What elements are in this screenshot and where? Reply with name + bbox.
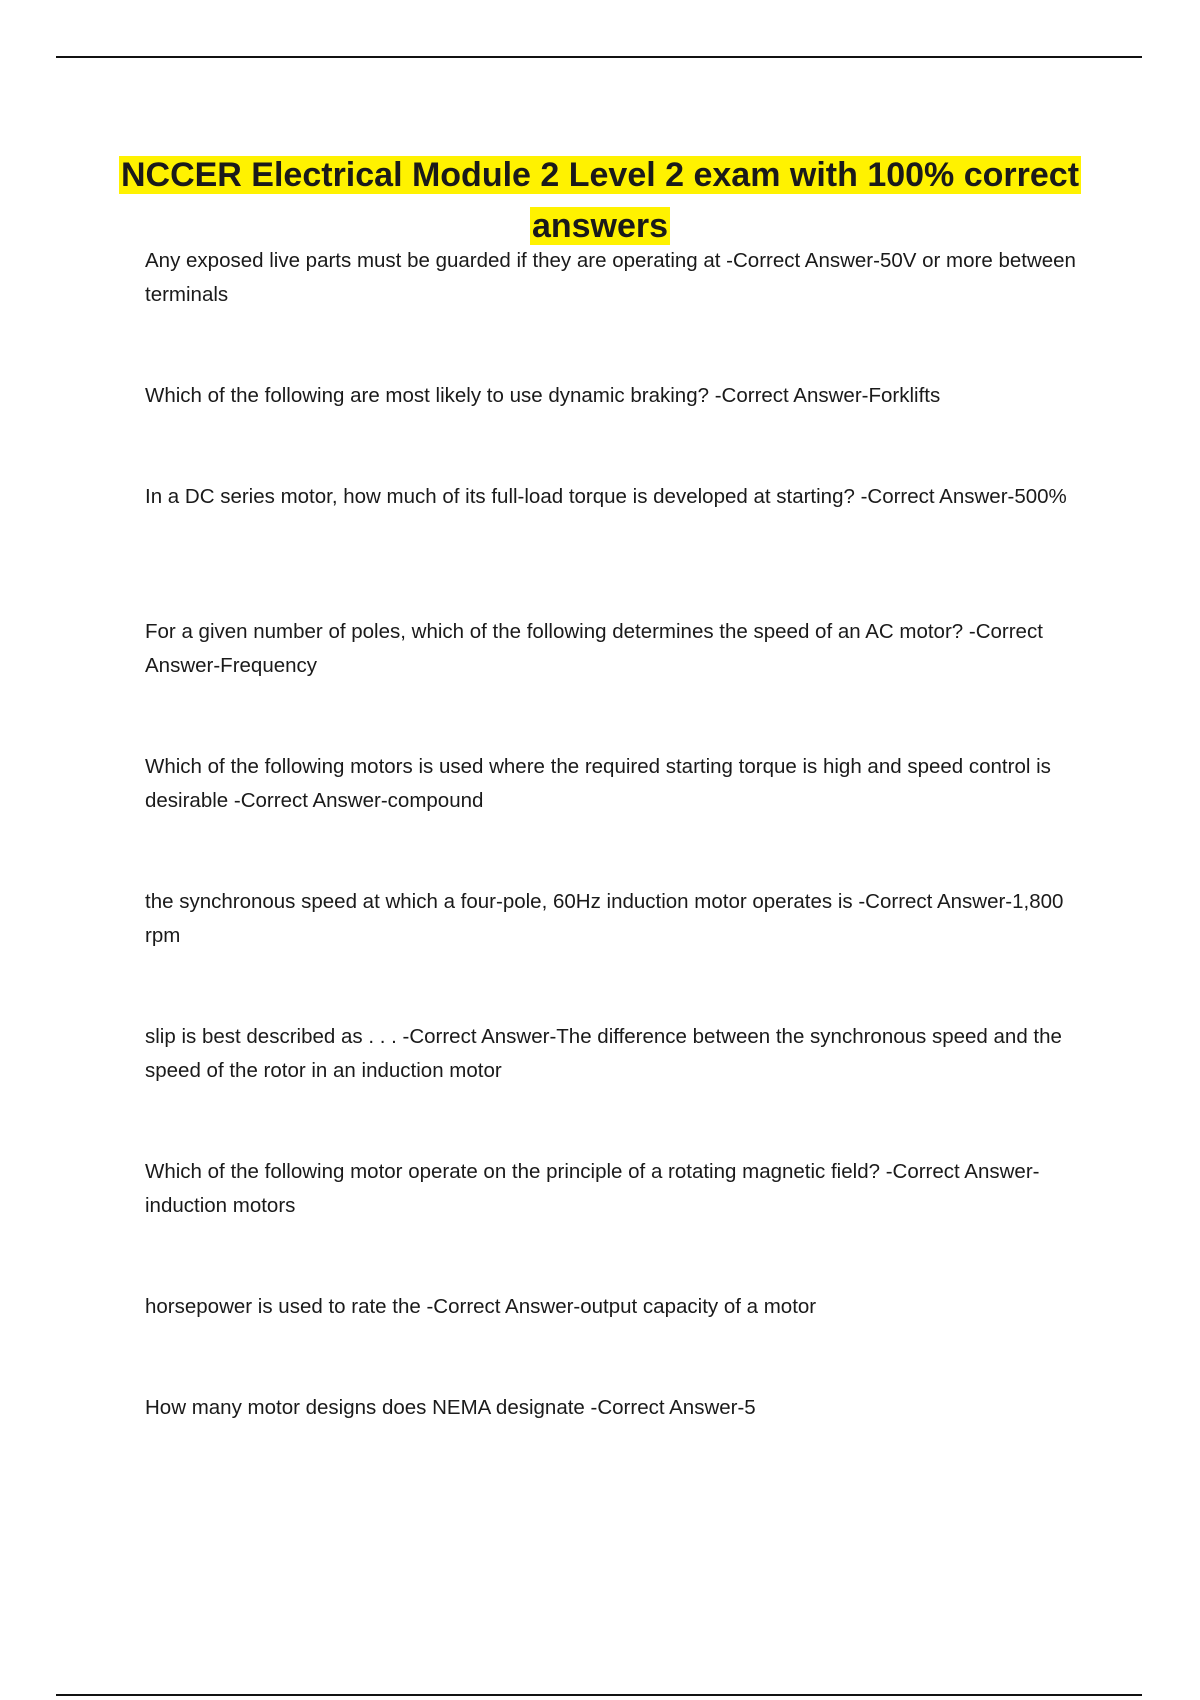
question-item: In a DC series motor, how much of its full-load torque is developed at starting? -Correct Answer-500%	[145, 485, 1067, 508]
bottom-rule	[56, 1694, 1142, 1696]
question-item: Any exposed live parts must be guarded if they are operating at -Correct Answer-50V or more between terminals	[145, 249, 1076, 306]
question-item: Which of the following are most likely to use dynamic braking? -Correct Answer-Forklifts	[145, 384, 941, 407]
question-item: slip is best described as . . . -Correct Answer-The difference between the synchronous speed and the speed of the rotor in an induction motor	[145, 1025, 1062, 1082]
question-item: How many motor designs does NEMA designate -Correct Answer-5	[145, 1396, 756, 1419]
top-rule	[56, 56, 1142, 58]
document-title	[100, 150, 1100, 252]
question-item: Which of the following motors is used where the required starting torque is high and speed control is desirable -Correct Answer-compound	[145, 755, 1051, 812]
question-item: Which of the following motor operate on the principle of a rotating magnetic field? -Correct Answer-induction motors	[145, 1160, 1040, 1217]
question-item: horsepower is used to rate the -Correct Answer-output capacity of a motor	[145, 1295, 817, 1318]
question-item: the synchronous speed at which a four-pole, 60Hz induction motor operates is -Correct Answer-1,800 rpm	[145, 890, 1064, 947]
question-item: For a given number of poles, which of the following determines the speed of an AC motor? -Correct Answer-Frequency	[145, 620, 1043, 677]
document-title-highlight: NCCER Electrical Module 2 Level 2 exam with 100% correct answers	[120, 156, 1080, 245]
